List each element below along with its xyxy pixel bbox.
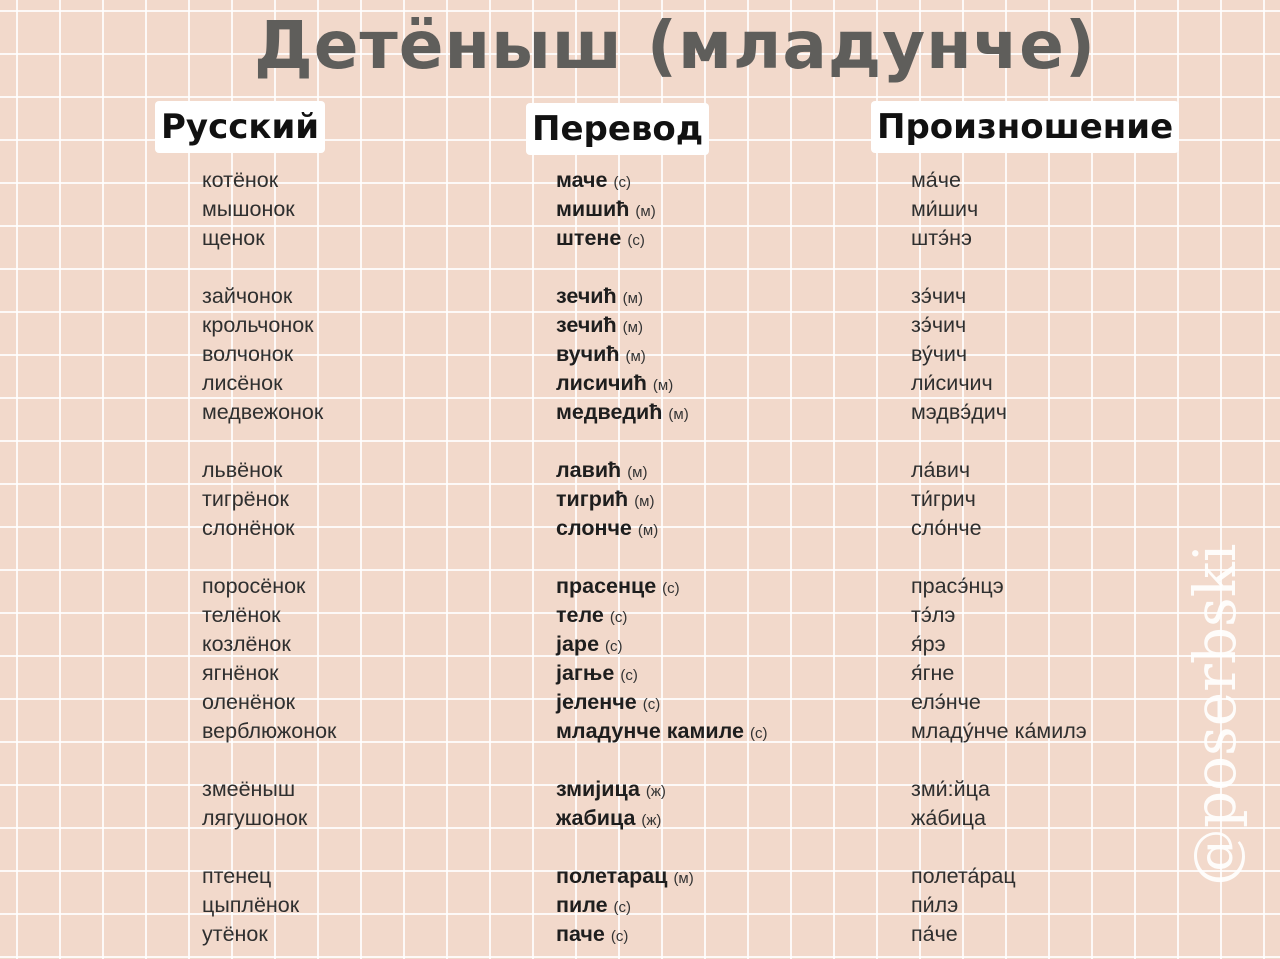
serbian-word: паче — [556, 922, 605, 946]
translation-row — [556, 195, 767, 224]
translation-row — [556, 688, 767, 717]
serbian-word: лисичић — [556, 371, 647, 395]
serbian-word: теле — [556, 603, 604, 627]
serbian-word: јеленче — [556, 690, 637, 714]
group-gap — [911, 833, 1087, 862]
group-gap — [202, 746, 336, 775]
group-gap — [911, 543, 1087, 572]
pronunciation-word: сло́нче — [911, 516, 982, 540]
translation-row — [556, 804, 767, 833]
gender-label: (м) — [634, 493, 655, 510]
gender-label: (с) — [662, 580, 680, 597]
gender-label: (ж) — [645, 783, 666, 800]
group-gap — [556, 253, 767, 282]
pronunciation-word: пи́лэ — [911, 893, 959, 917]
group-gap — [202, 833, 336, 862]
serbian-word: слонче — [556, 516, 632, 540]
serbian-word: медведић — [556, 400, 663, 424]
serbian-word: прасенце — [556, 574, 657, 598]
serbian-word: змијица — [556, 777, 640, 801]
pronunciation-word: я́гне — [911, 661, 955, 685]
serbian-word: зечић — [556, 313, 617, 337]
page-title: Детёныш (младунче) — [253, 7, 1097, 84]
translation-column — [556, 166, 767, 949]
group-gap — [556, 746, 767, 775]
gender-label: (м) — [668, 406, 689, 423]
gender-label: (м) — [622, 319, 643, 336]
gender-label: (с) — [610, 928, 629, 945]
russian-word: цыплёнок — [202, 893, 300, 917]
russian-word: мышонок — [202, 197, 295, 221]
gender-label: (м) — [635, 203, 656, 220]
group-gap — [202, 253, 336, 282]
pronunciation-word: ми́шич — [911, 197, 979, 221]
serbian-word: младунче камиле — [556, 719, 744, 743]
pronunciation-word: зэ́чич — [911, 284, 967, 308]
pronunciation-word: полета́рац — [911, 864, 1016, 888]
pronunciation-word: ла́вич — [911, 458, 971, 482]
translation-row — [556, 282, 767, 311]
translation-row — [556, 369, 767, 398]
russian-word: щенок — [202, 226, 265, 250]
russian-word: оленёнок — [202, 690, 296, 714]
header-russian: Русский — [155, 101, 325, 153]
header-pronunciation: Произношение — [871, 101, 1179, 153]
russian-word: змеёныш — [202, 777, 296, 801]
translation-row — [556, 862, 767, 891]
pronunciation-word: елэ́нче — [911, 690, 981, 714]
translation-row — [556, 398, 767, 427]
russian-word: лисёнок — [202, 371, 283, 395]
pronunciation-word: ти́грич — [911, 487, 976, 511]
serbian-word: јаре — [556, 632, 600, 656]
gender-label: (с) — [749, 725, 768, 742]
group-gap — [202, 427, 336, 456]
gender-label: (м) — [637, 522, 659, 539]
serbian-word: пиле — [556, 893, 608, 917]
russian-word: козлёнок — [202, 632, 291, 656]
serbian-word: лавић — [556, 458, 622, 482]
russian-word: котёнок — [202, 168, 279, 192]
pronunciation-word: зми́:йца — [911, 777, 990, 801]
translation-row — [556, 775, 767, 804]
translation-row — [556, 717, 767, 746]
gender-label: (м) — [627, 464, 648, 481]
russian-word: тигрёнок — [202, 487, 289, 511]
serbian-word: зечић — [556, 284, 617, 308]
serbian-word: вучић — [556, 342, 620, 366]
translation-row — [556, 572, 767, 601]
pronunciation-column — [911, 166, 1087, 949]
translation-row — [556, 311, 767, 340]
translation-row — [556, 340, 767, 369]
group-gap — [202, 543, 336, 572]
group-gap — [911, 253, 1087, 282]
russian-word: верблюжонок — [202, 719, 337, 743]
pronunciation-word: ли́сичич — [911, 371, 993, 395]
pronunciation-word: младу́нче ка́милэ — [911, 719, 1087, 743]
gender-label: (ж) — [641, 812, 662, 829]
translation-row — [556, 891, 767, 920]
watermark: @poserbski — [1181, 543, 1249, 886]
gender-label: (м) — [652, 377, 674, 394]
group-gap — [556, 543, 767, 572]
russian-word: волчонок — [202, 342, 294, 366]
group-gap — [911, 746, 1087, 775]
serbian-word: маче — [556, 168, 608, 192]
translation-row — [556, 920, 767, 949]
russian-word: крольчонок — [202, 313, 314, 337]
pronunciation-word: тэ́лэ — [911, 603, 956, 627]
russian-column — [202, 166, 336, 949]
pronunciation-word: прасэ́нцэ — [911, 574, 1004, 598]
gender-label: (с) — [605, 638, 623, 655]
russian-word: медвежонок — [202, 400, 324, 424]
pronunciation-word: ву́чич — [911, 342, 968, 366]
russian-word: слонёнок — [202, 516, 295, 540]
serbian-word: мишић — [556, 197, 630, 221]
pronunciation-word: жа́бица — [911, 806, 986, 830]
russian-word: ягнёнок — [202, 661, 279, 685]
serbian-word: полетарац — [556, 864, 668, 888]
translation-row — [556, 224, 767, 253]
gender-label: (с) — [642, 696, 661, 713]
serbian-word: јагње — [556, 661, 615, 685]
serbian-word: тигрић — [556, 487, 629, 511]
translation-row — [556, 601, 767, 630]
pronunciation-word: штэ́нэ — [911, 226, 972, 250]
russian-word: львёнок — [202, 458, 283, 482]
pronunciation-word: мэдвэ́дич — [911, 400, 1007, 424]
gender-label: (м) — [673, 870, 694, 887]
group-gap — [911, 427, 1087, 456]
group-gap — [556, 427, 767, 456]
gender-label: (с) — [620, 667, 638, 684]
pronunciation-word: я́рэ — [911, 632, 946, 656]
gender-label: (с) — [613, 174, 631, 191]
russian-word: утёнок — [202, 922, 268, 946]
russian-word: поросёнок — [202, 574, 306, 598]
serbian-word: штене — [556, 226, 622, 250]
gender-label: (с) — [613, 899, 632, 916]
translation-row — [556, 659, 767, 688]
translation-row — [556, 630, 767, 659]
pronunciation-word: ма́че — [911, 168, 961, 192]
russian-word: зайчонок — [202, 284, 293, 308]
header-translation: Перевод — [526, 103, 709, 155]
gender-label: (м) — [625, 348, 646, 365]
russian-word: птенец — [202, 864, 272, 888]
pronunciation-word: зэ́чич — [911, 313, 967, 337]
translation-row — [556, 485, 767, 514]
serbian-word: жабица — [556, 806, 636, 830]
translation-row — [556, 166, 767, 195]
gender-label: (с) — [627, 232, 645, 249]
russian-word: телёнок — [202, 603, 281, 627]
gender-label: (с) — [609, 609, 628, 626]
group-gap — [556, 833, 767, 862]
translation-row — [556, 456, 767, 485]
russian-word: лягушонок — [202, 806, 308, 830]
pronunciation-word: па́че — [911, 922, 958, 946]
gender-label: (м) — [622, 290, 643, 307]
translation-row — [556, 514, 767, 543]
